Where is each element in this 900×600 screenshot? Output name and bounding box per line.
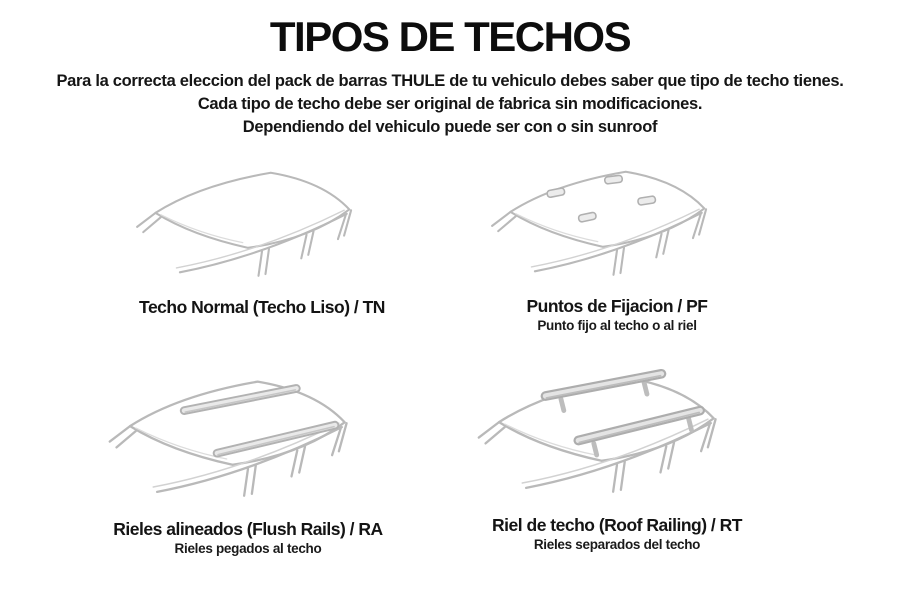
roof-type-card-ra <box>103 372 393 556</box>
intro-text <box>0 70 900 139</box>
roof-type-sublabel-pf: Punto fijo al techo o al riel <box>537 318 697 333</box>
roof-type-label-rt: Riel de techo (Roof Railing) / RT <box>492 515 742 535</box>
smooth-roof-illustration <box>131 164 393 295</box>
raised-rails-roof-illustration <box>472 368 762 513</box>
roof-type-card-rt <box>472 368 762 552</box>
flush-rails-roof-illustration <box>103 372 393 517</box>
roof-type-label-pf: Puntos de Fijacion / PF <box>526 296 708 316</box>
roof-type-sublabel-rt: Rieles separados del techo <box>533 537 701 552</box>
intro-line-3: Dependiendo del vehiculo puede ser con o sin sunroof <box>242 118 658 136</box>
roof-type-label-ra: Rieles alineados (Flush Rails) / RA <box>113 519 383 539</box>
roof-type-sublabel-ra: Rieles pegados al techo <box>174 541 322 556</box>
roof-type-card-pf <box>486 163 748 333</box>
roof-type-label-tn: Techo Normal (Techo Liso) / TN <box>139 297 385 317</box>
intro-line-1: Para la correcta eleccion del pack de barras THULE de tu vehiculo debes saber que tipo de techo tienes. <box>56 72 844 90</box>
roof-type-card-tn <box>131 164 393 318</box>
page-title: TIPOS DE TECHOS <box>269 13 631 60</box>
intro-line-2: Cada tipo de techo debe ser original de fabrica sin modificaciones. <box>197 95 703 113</box>
fixpoint-roof-illustration <box>486 163 748 294</box>
